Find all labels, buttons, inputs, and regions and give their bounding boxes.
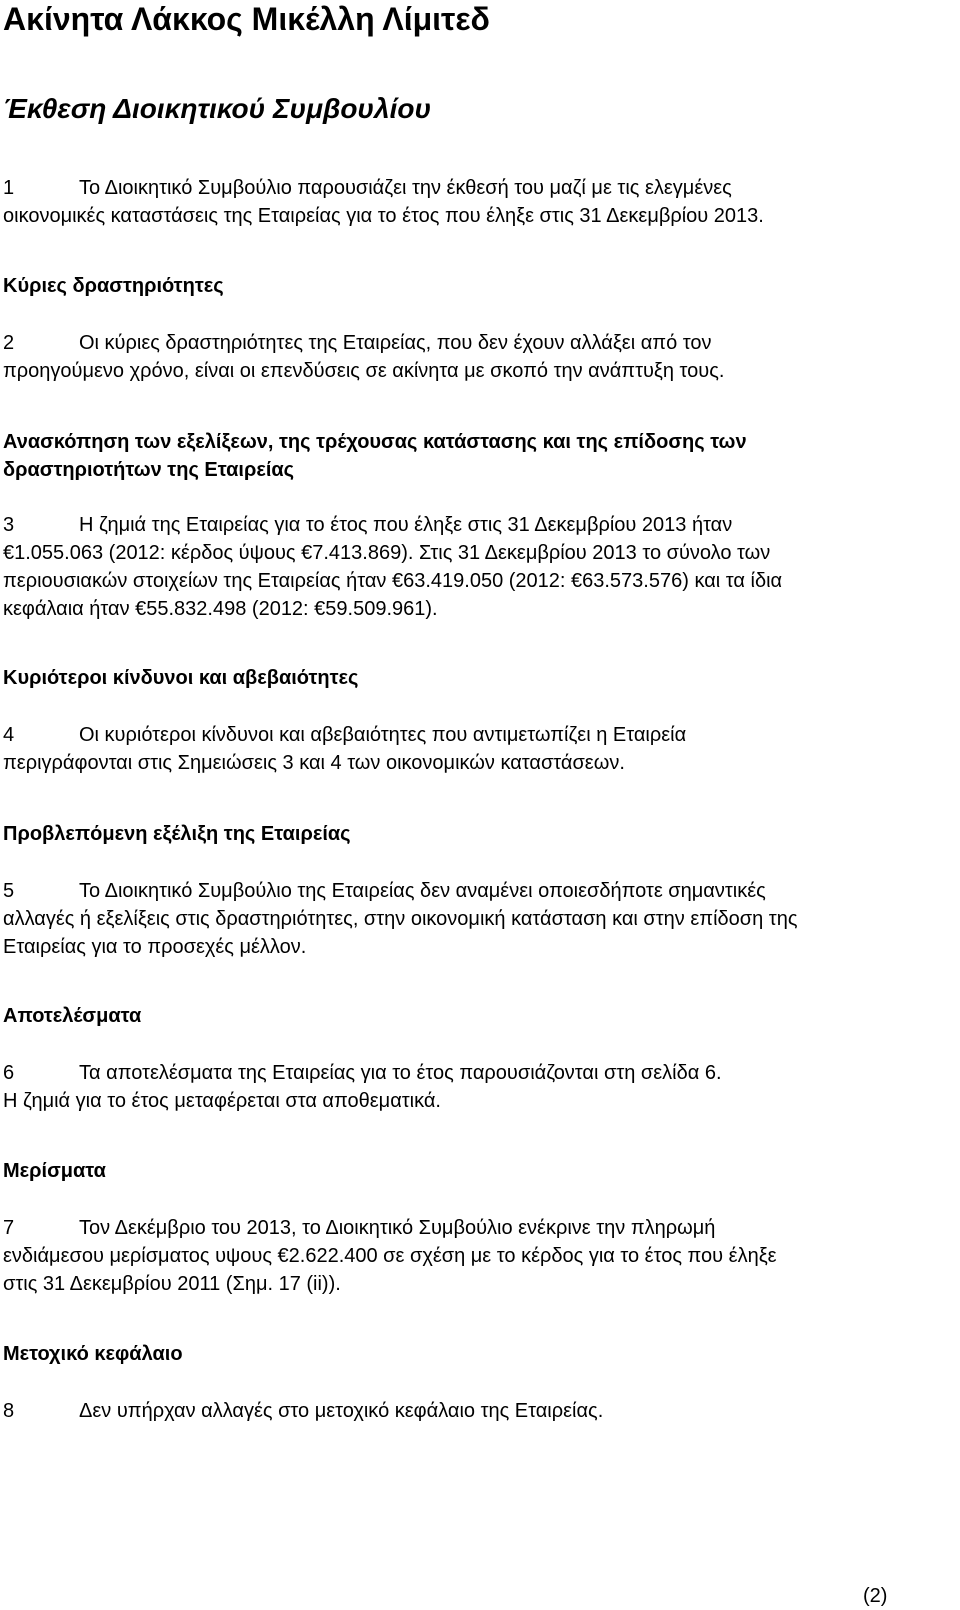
page-number: (2) — [863, 1585, 888, 1607]
paragraph-text: Οι κυριότεροι κίνδυνοι και αβεβαιότητες που αντιμετωπίζει η Εταιρεία — [79, 724, 687, 746]
paragraph-number: 4 — [3, 724, 15, 746]
paragraph-text: Το Διοικητικό Συμβούλιο παρουσιάζει την έκθεσή του μαζί με τις ελεγμένες — [79, 177, 732, 199]
paragraph-2 — [3, 329, 943, 385]
paragraph-line — [3, 1397, 943, 1425]
section-heading-dividends: Μερίσματα — [3, 1160, 106, 1182]
report-title: Έκθεση Διοικητικού Συμβουλίου — [3, 93, 431, 124]
paragraph-line — [3, 721, 943, 749]
paragraph-line: περιγράφονται στις Σημειώσεις 3 και 4 των οικονομικών καταστάσεων. — [3, 752, 625, 774]
paragraph-line: περιουσιακών στοιχείων της Εταιρείας ήταν €63.419.050 (2012: €63.573.576) και τα ίδια — [3, 570, 783, 592]
paragraph-4 — [3, 721, 943, 777]
paragraph-number: 7 — [3, 1217, 15, 1239]
paragraph-7 — [3, 1214, 943, 1298]
paragraph-line — [3, 329, 943, 357]
heading-line: Ανασκόπηση των εξελίξεων, της τρέχουσας κατάστασης και της επίδοσης των — [3, 431, 747, 453]
paragraph-line: Εταιρείας για το προσεχές μέλλον. — [3, 936, 307, 958]
paragraph-line: κεφάλαια ήταν €55.832.498 (2012: €59.509.961). — [3, 598, 438, 620]
paragraph-text: Το Διοικητικό Συμβούλιο της Εταιρείας δεν αναμένει οποιεσδήποτε σημαντικές — [79, 880, 766, 902]
paragraph-3 — [3, 511, 943, 623]
section-heading-main-activities: Κύριες δραστηριότητες — [3, 275, 224, 297]
paragraph-line — [3, 174, 943, 202]
paragraph-number: 8 — [3, 1400, 15, 1422]
paragraph-line — [3, 1214, 943, 1242]
paragraph-8 — [3, 1397, 943, 1425]
paragraph-line — [3, 511, 943, 539]
paragraph-line: ενδιάμεσου μερίσματος υψους €2.622.400 σε σχέση με το κέρδος για το έτος που έληξε — [3, 1245, 777, 1267]
section-heading-risks: Κυριότεροι κίνδυνοι και αβεβαιότητες — [3, 667, 359, 689]
paragraph-6 — [3, 1059, 943, 1115]
paragraph-line: αλλαγές ή εξελίξεις στις δραστηριότητες, στην οικονομική κατάσταση και στην επίδοση της — [3, 908, 798, 930]
paragraph-text: Τον Δεκέμβριο του 2013, το Διοικητικό Συμβούλιο ενέκρινε την πληρωμή — [79, 1217, 716, 1239]
paragraph-line: στις 31 Δεκεμβρίου 2011 (Σημ. 17 (ii)). — [3, 1273, 341, 1295]
paragraph-number: 6 — [3, 1062, 15, 1084]
section-heading-share-capital: Μετοχικό κεφάλαιο — [3, 1343, 183, 1365]
section-heading-results: Αποτελέσματα — [3, 1005, 142, 1027]
paragraph-number: 5 — [3, 880, 15, 902]
paragraph-line — [3, 877, 943, 905]
paragraph-number: 3 — [3, 514, 15, 536]
paragraph-line — [3, 1059, 943, 1087]
paragraph-text: Δεν υπήρχαν αλλαγές στο μετοχικό κεφάλαιο της Εταιρείας. — [79, 1400, 604, 1422]
paragraph-text: Τα αποτελέσματα της Εταιρείας για το έτος παρουσιάζονται στη σελίδα 6. — [79, 1062, 722, 1084]
paragraph-line: €1.055.063 (2012: κέρδος ύψους €7.413.869). Στις 31 Δεκεμβρίου 2013 το σύνολο των — [3, 542, 771, 564]
paragraph-line: οικονομικές καταστάσεις της Εταιρείας για το έτος που έληξε στις 31 Δεκεμβρίου 2013. — [3, 205, 764, 227]
paragraph-line: προηγούμενο χρόνο, είναι οι επενδύσεις σε ακίνητα με σκοπό την ανάπτυξη τους. — [3, 360, 725, 382]
heading-line: δραστηριοτήτων της Εταιρείας — [3, 459, 295, 481]
paragraph-1 — [3, 174, 943, 230]
paragraph-5 — [3, 877, 943, 961]
paragraph-number: 1 — [3, 177, 15, 199]
paragraph-text: Οι κύριες δραστηριότητες της Εταιρείας, που δεν έχουν αλλάξει από τον — [79, 332, 712, 354]
paragraph-line: Η ζημιά για το έτος μεταφέρεται στα αποθεματικά. — [3, 1090, 441, 1112]
section-heading-outlook: Προβλεπόμενη εξέλιξη της Εταιρείας — [3, 823, 351, 845]
section-heading-review — [3, 428, 943, 484]
company-title: Ακίνητα Λάκκος Μικέλλη Λίμιτεδ — [3, 1, 490, 37]
paragraph-number: 2 — [3, 332, 15, 354]
paragraph-text: Η ζημιά της Εταιρείας για το έτος που έληξε στις 31 Δεκεμβρίου 2013 ήταν — [79, 514, 733, 536]
